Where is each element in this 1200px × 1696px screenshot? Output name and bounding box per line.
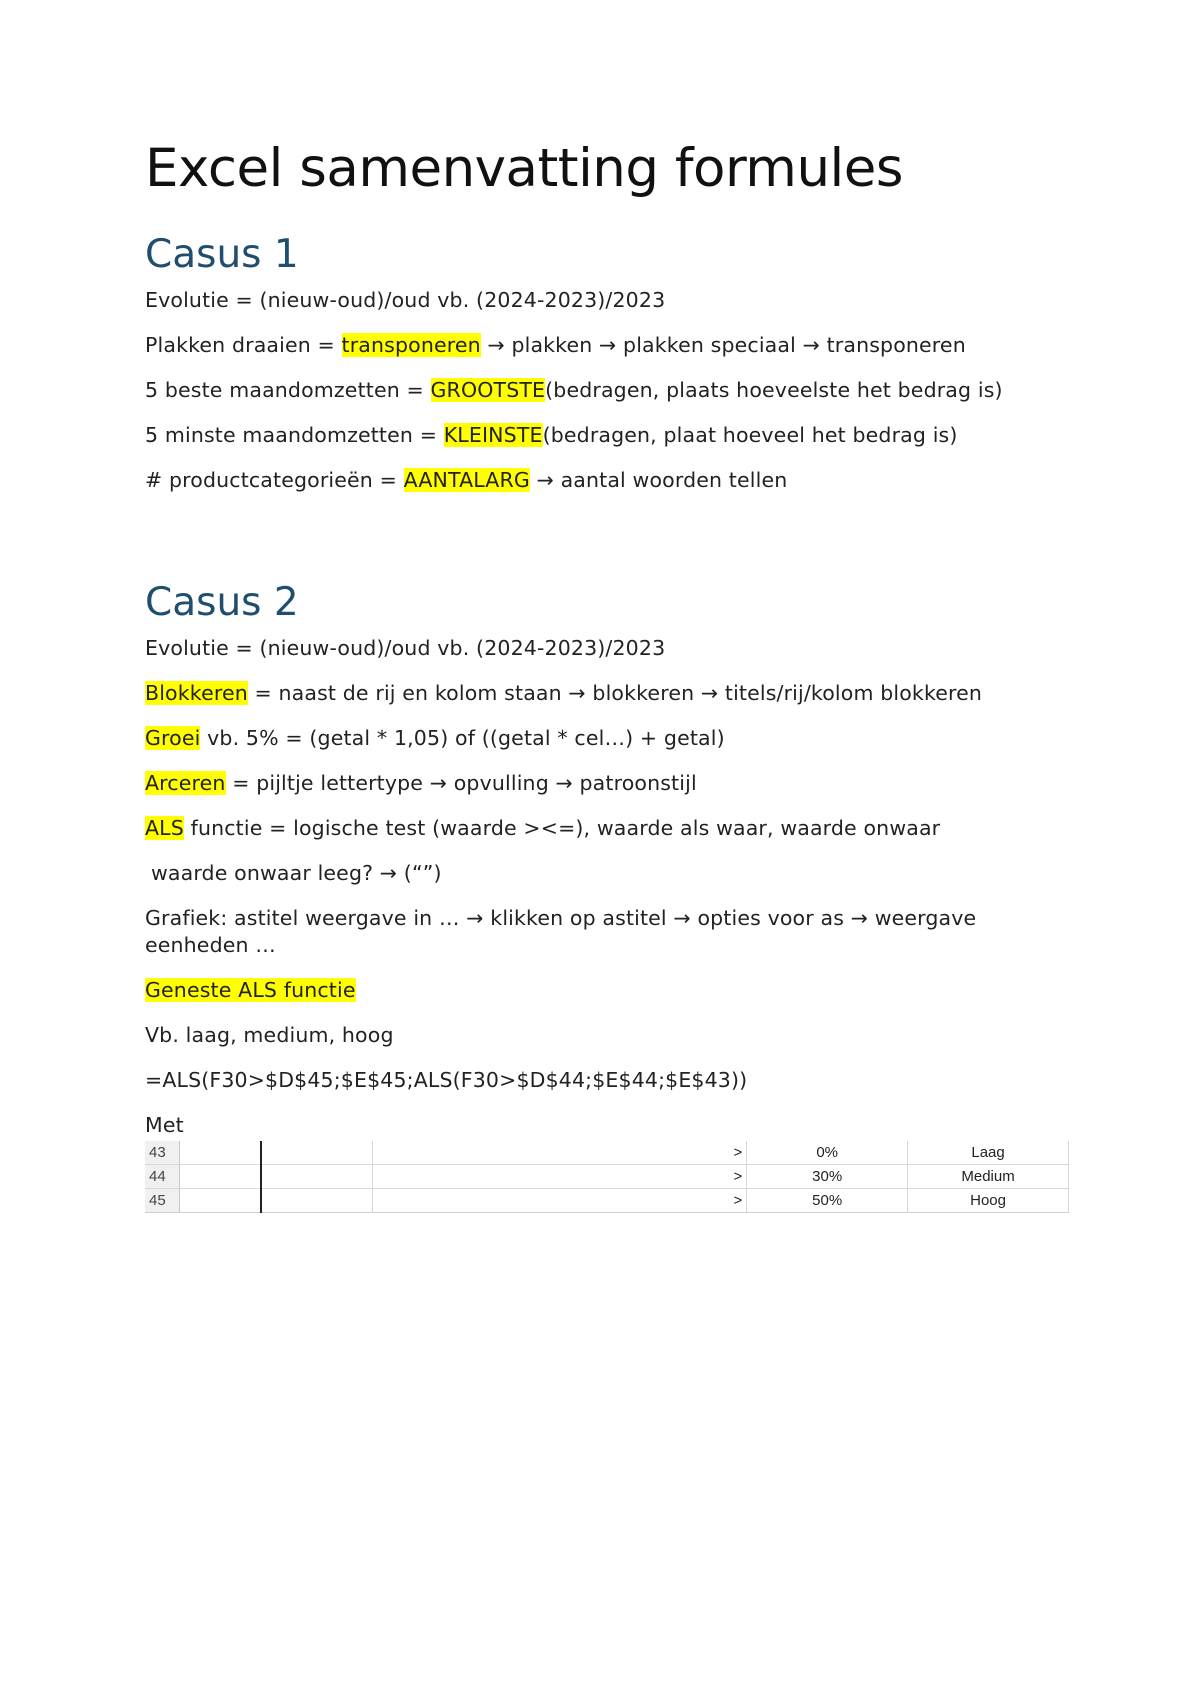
row-number: 44 xyxy=(145,1164,179,1188)
highlight-kleinste: KLEINSTE xyxy=(443,423,543,448)
line-blokkeren: Blokkeren = naast de rij en kolom staan → blokkeren → titels/rij/kolom blokkeren xyxy=(145,680,983,705)
label-cell: Medium xyxy=(908,1164,1069,1188)
row-number: 45 xyxy=(145,1188,179,1212)
highlight-blokkeren: Blokkeren xyxy=(145,680,248,705)
line-arceren: Arceren = pijltje lettertype → opvulling → patroonstijl xyxy=(145,770,697,795)
highlight-groei: Groei xyxy=(145,725,201,750)
operator-cell: > xyxy=(372,1141,747,1165)
table-row xyxy=(145,1141,1069,1165)
table-row xyxy=(145,1188,1069,1212)
highlight-geneste-als: Geneste ALS functie xyxy=(145,977,356,1002)
document-page xyxy=(145,140,1065,1213)
row-number: 43 xyxy=(145,1141,179,1165)
highlight-aantalarg: AANTALARG xyxy=(403,468,530,493)
operator-cell: > xyxy=(372,1188,747,1212)
heading-casus-1: Casus 1 xyxy=(145,232,299,278)
section-spacer xyxy=(145,512,1065,580)
line-grootste: 5 beste maandomzetten = GROOTSTE(bedragen, plaats hoeveelste het bedrag is) xyxy=(145,378,1003,403)
percent-cell: 50% xyxy=(747,1188,908,1212)
highlight-arceren: Arceren xyxy=(145,770,226,795)
highlight-als: ALS xyxy=(145,815,184,840)
line-als-functie: ALS functie = logische test (waarde ><=), waarde als waar, waarde onwaar xyxy=(145,815,941,840)
document-title: Excel samenvatting formules xyxy=(145,138,903,199)
table-row xyxy=(145,1164,1069,1188)
highlight-grootste: GROOTSTE xyxy=(430,378,546,403)
label-cell: Hoog xyxy=(908,1188,1069,1212)
line-geneste-als xyxy=(145,977,1065,1004)
line-kleinste: 5 minste maandomzetten = KLEINSTE(bedragen, plaat hoeveel het bedrag is) xyxy=(145,423,958,448)
line-plakken: Plakken draaien = transponeren → plakken → plakken speciaal → transponeren xyxy=(145,333,966,358)
label-cell: Laag xyxy=(908,1141,1069,1165)
line-met: Met xyxy=(145,1112,184,1137)
line-onwaar-leeg: waarde onwaar leeg? → (“”) xyxy=(151,860,442,885)
excel-snippet-table xyxy=(145,1141,1069,1213)
line-aantalarg: # productcategorieën = AANTALARG → aantal woorden tellen xyxy=(145,468,788,493)
line-grafiek: Grafiek: astitel weergave in … → klikken op astitel → opties voor as → weergave eenheden … xyxy=(145,905,977,957)
line-formula: =ALS(F30>$D$45;$E$45;ALS(F30>$D$44;$E$44;$E$43)) xyxy=(145,1067,748,1092)
percent-cell: 0% xyxy=(747,1141,908,1165)
operator-cell: > xyxy=(372,1164,747,1188)
heading-casus-2: Casus 2 xyxy=(145,580,299,626)
line-voorbeeld: Vb. laag, medium, hoog xyxy=(145,1022,394,1047)
highlight-transponeren: transponeren xyxy=(341,333,481,358)
line-evolutie-2: Evolutie = (nieuw-oud)/oud vb. (2024-2023)/2023 xyxy=(145,635,666,660)
percent-cell: 30% xyxy=(747,1164,908,1188)
line-evolutie-1: Evolutie = (nieuw-oud)/oud vb. (2024-2023)/2023 xyxy=(145,288,666,313)
line-groei: Groei vb. 5% = (getal * 1,05) of ((getal * cel…) + getal) xyxy=(145,725,725,750)
